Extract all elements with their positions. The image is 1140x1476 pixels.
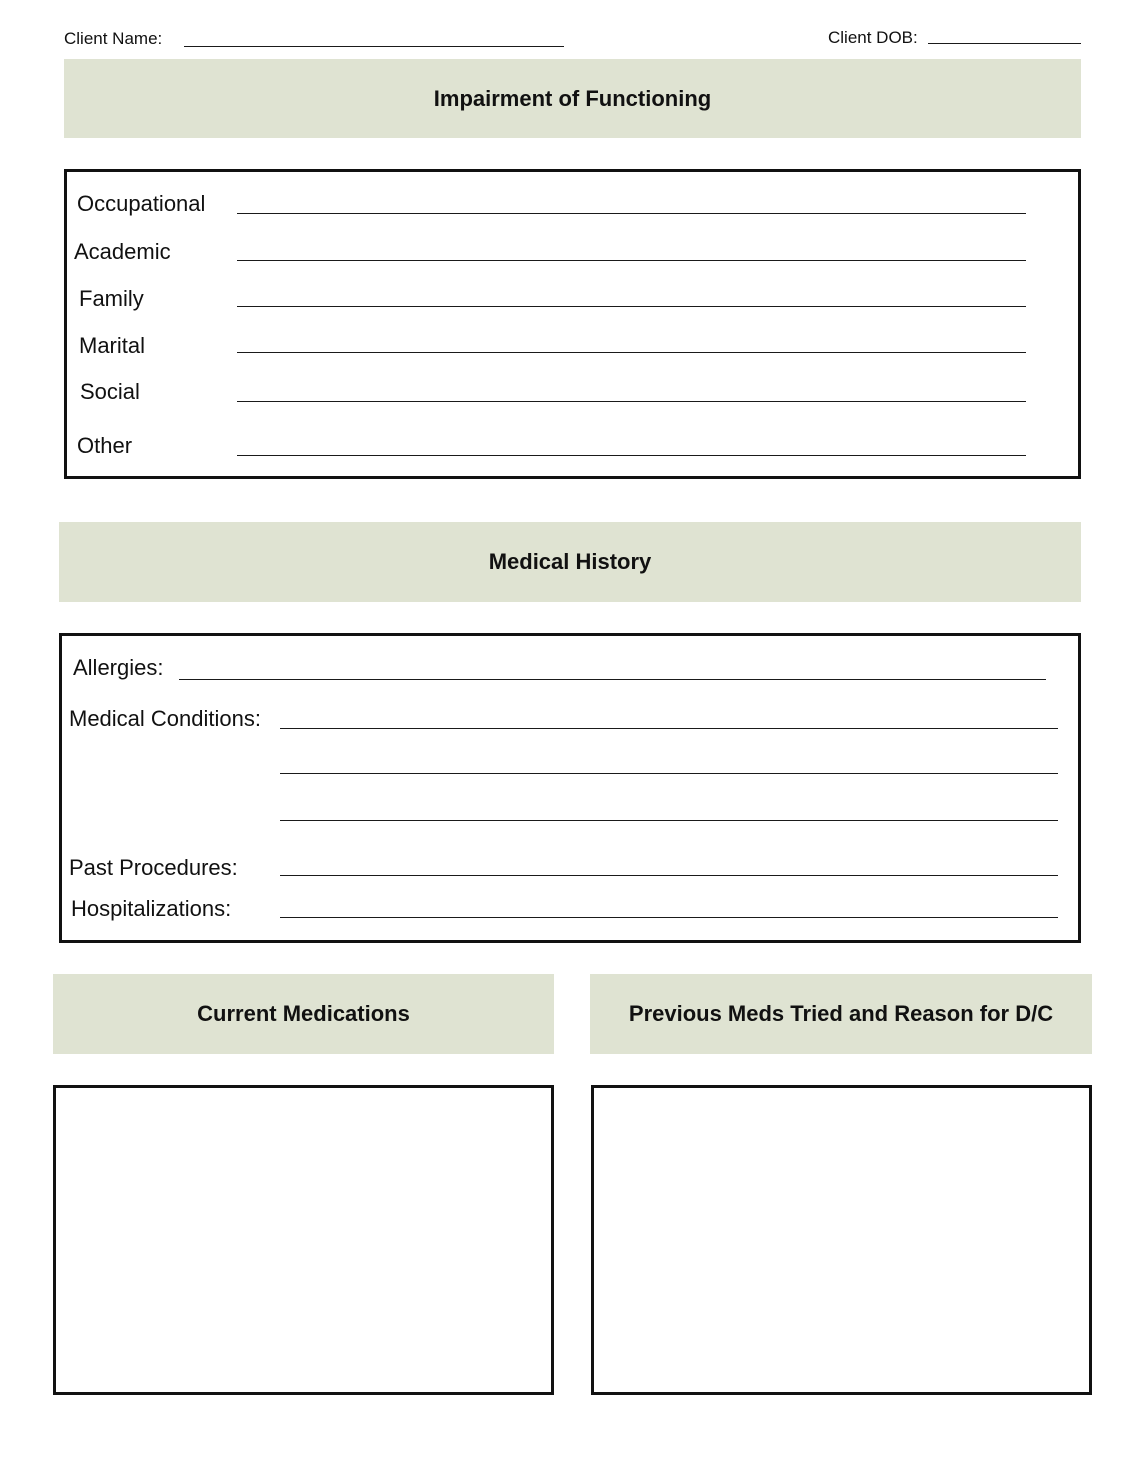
medical-conditions-field-2[interactable] bbox=[280, 773, 1058, 774]
family-field[interactable] bbox=[237, 306, 1026, 307]
client-name-label: Client Name: bbox=[64, 29, 163, 48]
medical-conditions-label: Medical Conditions: bbox=[69, 706, 261, 731]
allergies-label: Allergies: bbox=[73, 655, 164, 680]
previous-meds-box[interactable] bbox=[591, 1085, 1092, 1395]
hospitalizations-label: Hospitalizations: bbox=[71, 896, 232, 921]
impairment-header bbox=[64, 59, 1081, 138]
other-label: Other bbox=[77, 433, 133, 458]
medical-conditions-field-3[interactable] bbox=[280, 820, 1058, 821]
previous-meds-title: Previous Meds Tried and Reason for D/C bbox=[628, 1001, 1054, 1026]
medical-history-header bbox=[59, 522, 1081, 602]
social-field[interactable] bbox=[237, 401, 1026, 402]
hospitalizations-field[interactable] bbox=[280, 917, 1058, 918]
client-dob-field[interactable] bbox=[928, 43, 1081, 44]
other-field[interactable] bbox=[237, 455, 1026, 456]
current-medications-title: Current Medications bbox=[197, 1001, 410, 1026]
previous-meds-header bbox=[590, 974, 1092, 1054]
past-procedures-label: Past Procedures: bbox=[69, 855, 238, 880]
academic-label: Academic bbox=[74, 239, 171, 264]
past-procedures-field[interactable] bbox=[280, 875, 1058, 876]
medical-conditions-field-1[interactable] bbox=[280, 728, 1058, 729]
medical-history-title: Medical History bbox=[488, 549, 652, 574]
client-dob-label: Client DOB: bbox=[828, 28, 918, 47]
current-medications-box[interactable] bbox=[53, 1085, 554, 1395]
client-name-field[interactable] bbox=[184, 46, 564, 47]
social-label: Social bbox=[80, 379, 140, 404]
impairment-title: Impairment of Functioning bbox=[433, 85, 712, 111]
occupational-label: Occupational bbox=[77, 191, 206, 216]
academic-field[interactable] bbox=[237, 260, 1026, 261]
marital-field[interactable] bbox=[237, 352, 1026, 353]
family-label: Family bbox=[79, 286, 144, 311]
marital-label: Marital bbox=[79, 333, 146, 358]
occupational-field[interactable] bbox=[237, 213, 1026, 214]
impairment-box bbox=[64, 169, 1081, 479]
current-medications-header bbox=[53, 974, 554, 1054]
allergies-field[interactable] bbox=[179, 679, 1046, 680]
